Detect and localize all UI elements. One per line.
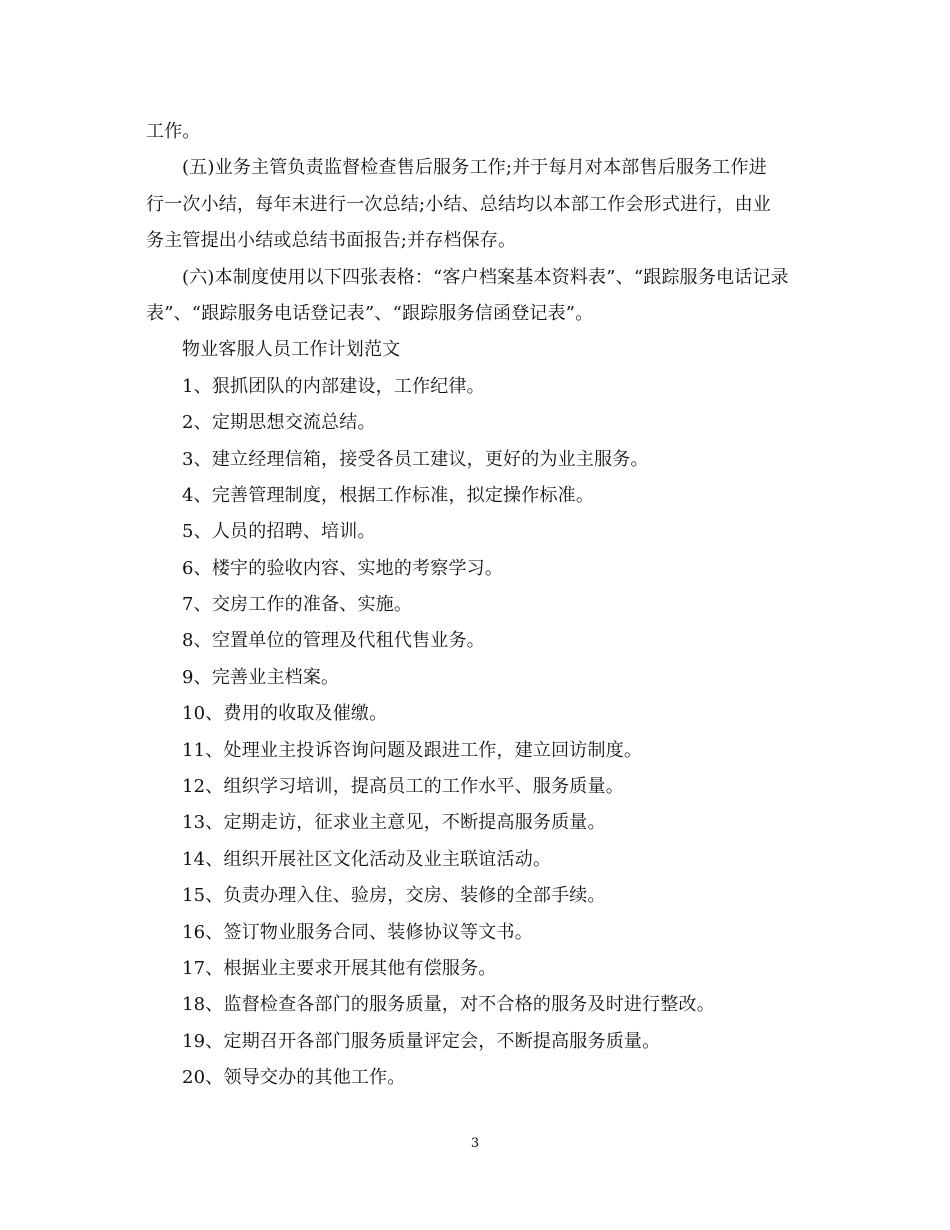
paragraph-line: (五)业务主管负责监督检查售后服务工作;并于每月对本部售后服务工作进: [182, 157, 767, 179]
list-item: 11、处理业主投诉咨询问题及跟进工作，建立回访制度。: [182, 739, 643, 761]
list-item: 3、建立经理信箱，接受各员工建议，更好的为业主服务。: [182, 448, 649, 470]
list-item: 19、定期召开各部门服务质量评定会，不断提高服务质量。: [182, 1030, 661, 1052]
paragraph-line: 工作。: [146, 121, 201, 142]
list-item: 9、完善业主档案。: [182, 666, 340, 688]
page-number: 3: [470, 1136, 480, 1151]
list-item: 12、组织学习培训，提高员工的工作水平、服务质量。: [182, 776, 624, 798]
list-item: 8、空置单位的管理及代租代售业务。: [182, 630, 485, 652]
list-item: 2、定期思想交流总结。: [182, 412, 376, 434]
list-item: 17、根据业主要求开展其他有偿服务。: [182, 957, 497, 979]
list-item: 20、领导交办的其他工作。: [182, 1067, 406, 1089]
list-item: 10、费用的收取及催缴。: [182, 703, 388, 725]
list-item: 16、签订物业服务合同、装修协议等文书。: [182, 921, 533, 943]
list-item: 6、楼宇的验收内容、实地的考察学习。: [182, 557, 504, 579]
list-item: 7、交房工作的准备、实施。: [182, 594, 413, 616]
paragraph-line: (六)本制度使用以下四张表格：“客户档案基本资料表”、“跟踪服务电话记录: [182, 266, 789, 288]
paragraph-line: 表”、“跟踪服务电话登记表”、“跟踪服务信函登记表”。: [146, 302, 594, 324]
paragraph-line: 务主管提出小结或总结书面报告;并存档保存。: [146, 230, 517, 252]
list-item: 5、人员的招聘、培训。: [182, 521, 376, 543]
list-item: 14、组织开展社区文化活动及业主联谊活动。: [182, 848, 552, 870]
document-body: [146, 114, 808, 1097]
list-item: 15、负责办理入住、验房，交房、装修的全部手续。: [182, 885, 606, 907]
list-item: 1、狠抓团队的内部建设，工作纪律。: [182, 375, 485, 397]
list-item: 13、定期走访，征求业主意见，不断提高服务质量。: [182, 812, 606, 834]
list-item: 18、监督检查各部门的服务质量，对不合格的服务及时进行整改。: [182, 994, 715, 1016]
section-heading: 物业客服人员工作计划范文: [182, 339, 401, 361]
list-item: 4、完善管理制度，根据工作标准，拟定操作标准。: [182, 484, 595, 506]
paragraph-line: 行一次小结，每年末进行一次总结;小结、总结均以本部工作会形式进行，由业: [146, 193, 772, 215]
